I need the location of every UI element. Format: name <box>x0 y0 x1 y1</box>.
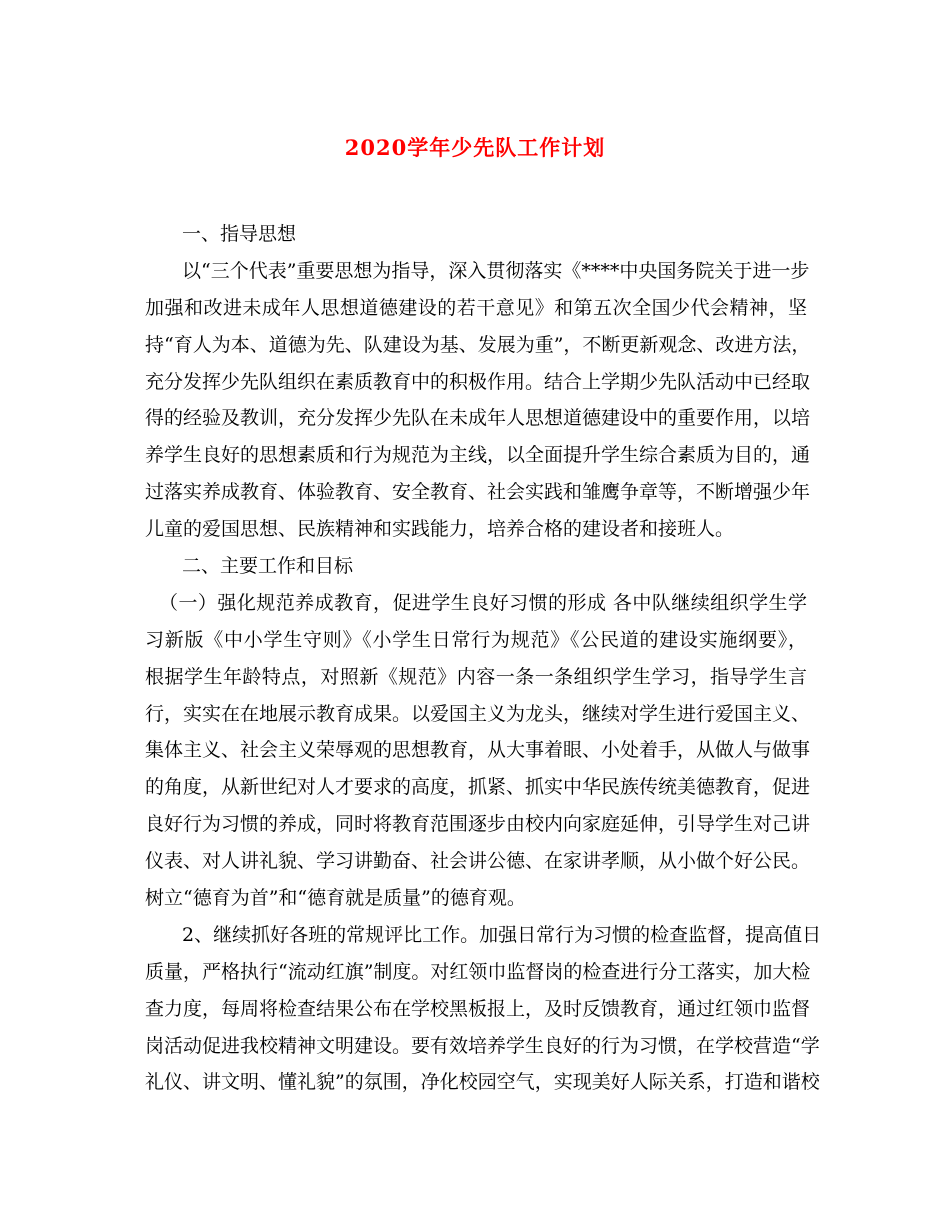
paragraph-line: 持“育人为本、道德为先、队建设为基、发展为重”，不断更新观念、改进方法， <box>145 333 811 356</box>
paragraph-line: 岗活动促进我校精神文明建设。要有效培养学生良好的行为习惯，在学校营造“学 <box>145 1034 820 1057</box>
paragraph-line: 良好行为习惯的养成，同时将教育范围逐步由校内向家庭延伸，引导学生对己讲 <box>145 813 811 836</box>
paragraph-line: 仪表、对人讲礼貌、学习讲勤奋、社会讲公德、在家讲孝顺，从小做个好公民。 <box>145 850 811 873</box>
paragraph-line: 儿童的爱国思想、民族精神和实践能力，培养合格的建设者和接班人。 <box>145 518 735 541</box>
document-body <box>145 216 822 1101</box>
section-heading-guiding-ideology: 一、指导思想 <box>182 223 297 245</box>
paragraph-line: 习新版《中小学生守则》《小学生日常行为规范》《公民道的建设实施纲要》， <box>145 628 807 651</box>
paragraph-line: （一）强化规范养成教育，促进学生良好习惯的形成 各中队继续组织学生学 <box>159 591 807 614</box>
paragraph-line: 2、继续抓好各班的常规评比工作。加强日常行为习惯的检查监督，提高值日 <box>182 923 822 946</box>
paragraph-line: 集体主义、社会主义荣辱观的思想教育，从大事着眼、小处着手，从做人与做事 <box>145 739 811 762</box>
paragraph-line: 树立“德育为首”和“德育就是质量”的德育观。 <box>145 887 526 910</box>
paragraph-line: 查力度，每周将检查结果公布在学校黑板报上，及时反馈教育，通过红领巾监督 <box>145 997 811 1020</box>
paragraph-line: 加强和改进未成年人思想道德建设的若干意见》和第五次全国少代会精神，坚 <box>145 296 807 319</box>
paragraph-line: 充分发挥少先队组织在素质教育中的积极作用。结合上学期少先队活动中已经取 <box>145 370 811 393</box>
paragraph-line: 质量，严格执行“流动红旗”制度。对红领巾监督岗的检查进行分工落实，加大检 <box>145 960 811 983</box>
paragraph-line: 礼仪、讲文明、懂礼貌”的氛围，净化校园空气，实现美好人际关系，打造和谐校 <box>145 1071 820 1094</box>
document-title: 2020学年少先队工作计划 <box>344 135 606 160</box>
paragraph-line: 以“三个代表”重要思想为指导，深入贯彻落实《****中央国务院关于进一步 <box>182 259 810 282</box>
section-heading-main-work: 二、主要工作和目标 <box>182 555 354 578</box>
paragraph-line: 得的经验及教训，充分发挥少先队在未成年人思想道德建设中的重要作用，以培 <box>145 407 811 430</box>
paragraph-line: 根据学生年龄特点，对照新《规范》内容一条一条组织学生学习，指导学生言 <box>145 665 807 688</box>
paragraph-line: 养学生良好的思想素质和行为规范为主线，以全面提升学生综合素质为目的，通 <box>145 444 811 467</box>
paragraph-line: 的角度，从新世纪对人才要求的高度，抓紧、抓实中华民族传统美德教育，促进 <box>145 776 811 799</box>
paragraph-line: 过落实养成教育、体验教育、安全教育、社会实践和雏鹰争章等，不断增强少年 <box>145 481 811 504</box>
paragraph-line: 行，实实在在地展示教育成果。以爱国主义为龙头，继续对学生进行爱国主义、 <box>145 702 811 725</box>
